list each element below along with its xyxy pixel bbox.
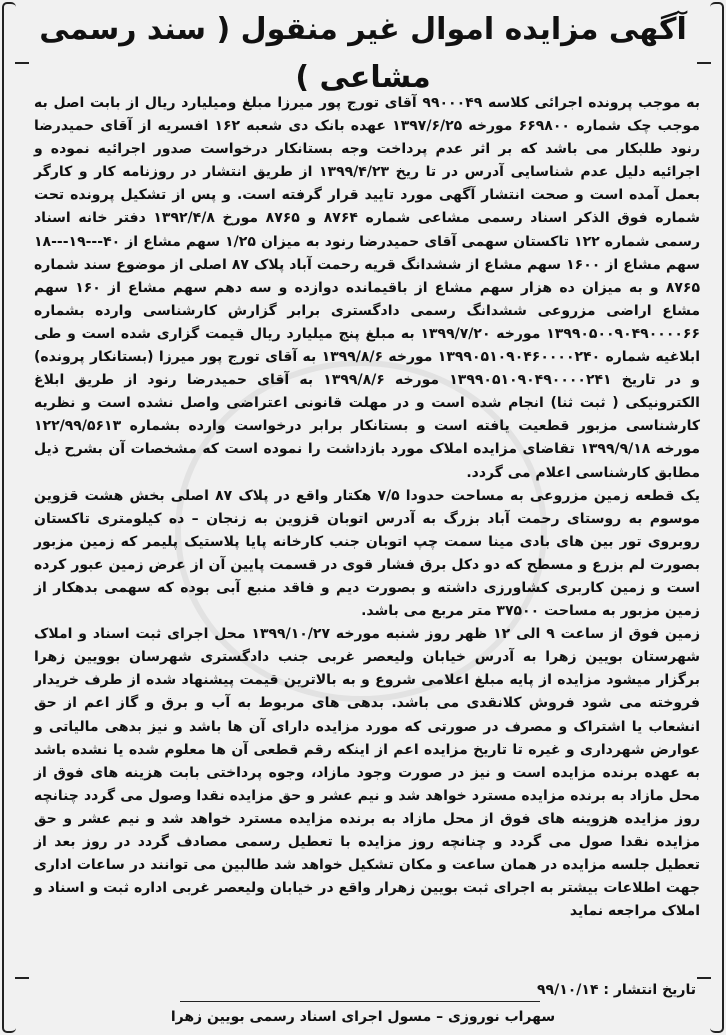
bracket-tick — [697, 977, 711, 979]
bracket-tick — [697, 62, 711, 64]
right-bracket — [710, 2, 724, 1033]
bracket-tick — [15, 977, 29, 979]
ad-title: آگهی مزایده اموال غیر منقول ( سند رسمی مشاعی ) — [39, 12, 687, 95]
divider — [180, 1001, 540, 1002]
paragraph-case-details: به موجب پرونده اجرائی کلاسه ۹۹۰۰۰۴۹ آقای تورج پور میرزا مبلغ ومیلیارد ریال از بابت اصل به موجب چک شماره ۶۶۹۸۰۰ مورخه ۱۳۹۷/۶/۲۵ عهده بانک دی شعبه ۱۶۲ افسریه از آقای حمیدرضا رنود طلبکار می باشد که بر اثر عدم پرداخت وجه بستانکار درخواست صدور اجرائیه نموده و اجرائیه دلیل عدم شناسایی آدرس در تا ریخ ۱۳۹۹/۴/۲۳ از طریق انتشار در روزنامه کار و کارگر بعمل آمده است و صحت انتشار آگهی مورد تایید قرار گرفته است. و پس از تشکیل پرونده تحت شماره فوق الذکر اسناد رسمی مشاعی شماره ۸۷۶۴ و ۸۷۶۵ مورخ ۱۳۹۲/۴/۸ دفتر خانه اسناد رسمی شماره ۱۲۲ تاکستان سهمی آقای حمیدرضا رنود به میزان ۱/۲۵ سهم مشاع از ۴۰---۱۹---۱۸ سهم مشاع از ۱۶۰۰ سهم مشاع از ششدانگ قریه رحمت آباد پلاک ۸۷ اصلی از موضوع سند شماره ۸۷۶۵ و به میزان ده هزار سهم مشاع از باقیمانده دوازده و سه دهم سهم مشاع از ۱۶۰ سهم مشاع اراضی مزروعی ششدانگ رسمی دادگستری برابر گزارش کارشناسی وارده بشماره ۱۳۹۹۰۵۰۰۹۰۴۹۰۰۰۰۶۶ مورخه ۱۳۹۹/۷/۲۰ به مبلغ پنج میلیارد ریال قیمت گزاری شده است و طی ابلاغیه شماره ۱۳۹۹۰۵۱۰۹۰۴۶۰۰۰۰۲۴۰ مورخه ۱۳۹۹/۸/۶ به آقای تورج پور میرزا (بستانکار پرونده) و در تاریخ ۱۳۹۹۰۵۱۰۹۰۴۹۰۰۰۰۲۴۱ مورخه ۱۳۹۹/۸/۶ به آقای حمیدرضا رنود از طریق ابلاغ الکترونیکی ( ثبت ثنا) انجام شده است و در مهلت قانونی اعتراضی واصل نشده است و نظریه کارشناسی مزبور قطعیت یافته است و بستانکار برابر درخواست وارده بشماره ۱۲۲/۹۹/۵۶۱۳ مورخه ۱۳۹۹/۹/۱۸ تقاضای مزایده املاک مورد بازداشت را نموده است که مشخصات آن بشرح ذیل مطابق کارشناسی اعلام می گردد. — [34, 95, 701, 481]
paragraph-auction-terms: زمین فوق از ساعت ۹ الی ۱۲ ظهر روز شنبه مورخه ۱۳۹۹/۱۰/۲۷ محل اجرای ثبت اسناد و املاک شهرستان بویین زهرا به آدرس خیابان ولیعصر غربی جنب دادگستری شهرسان بوویین زهرا برگزار میشود مزایده از پایه مبلغ اعلامی شروع و به بالاترین قیمت پیشنهاد شده از طرف خریدار فروخته می شود فروش کلانقدی می باشد. بدهی های مربوط به آب و برق و گاز اعم از حق انشعاب یا اشتراک و مصرف در صورتی که مورد مزایده دارای آن ها باشد و نیز بدهی مالیاتی و عوارض شهرداری و غیره تا تاریخ مزایده اعم از اینکه رقم قطعی آن ها معلوم شده یا نشده باشد به عهده برنده مزایده است و نیز در صورت وجود مازاد، وجوه پرداختی بابت هزینه های فوق از محل مازاد به برنده مزایده مسترد خواهد شد و نیم عشر و حق مزایده نقدا وصول می گردد چنانچه روز مزایده هزوینه های فوق از محل مازاد به برنده مزایده مسترد خواهد شد و نیم عشر و حق مزایده نقدا صول می گردد و چنانچه روز مزایده با تعطیل رسمی مصادف گردد در روز بعد از تعطیل جلسه مزایده در همان ساعت و مکان تشکیل خواهد شد طالبین می توانند در ساعات اداری جهت اطلاعات بیشتر به اجرای ثبت بویین زهرار واقع در خیابان ولیعصر غربی اداره ثبت و اسناد و املاک مراجعه نماید — [34, 626, 701, 920]
ad-body — [34, 92, 700, 923]
paragraph-property-description: یک قطعه زمین مزروعی به مساحت حدودا ۷/۵ هکتار واقع در پلاک ۸۷ اصلی بخش هشت قزوین موسوم به روستای رحمت آباد بزرگ به آدرس اتوبان قزوین به زنجان – ده کیلومتری تاکستان روبروی تور بین های بادی مینا سمت چپ اتوبان جنب کارخانه پایا پلاستیک پلیمر که زمین مزبور بصورت لم بزرع و مسطح که دو دکل برق فشار قوی در قسمت پایین آن از عرض زمین عبور کرده است و زمین کاربری کشاورزی داشته و بصورت دیم و فاقد منبع آبی بوده که سهمی بدهکار از زمین مزبور به مساحت ۳۷۵۰۰ متر مربع می باشد. — [34, 487, 700, 620]
signature-line: سهراب نوروزی – مسول اجرای اسناد رسمی بویین زهرا — [170, 1009, 556, 1025]
bracket-tick — [15, 62, 29, 64]
publish-date: تاریخ انتشار : ۹۹/۱۰/۱۴ — [537, 982, 696, 998]
left-bracket — [2, 2, 16, 1033]
